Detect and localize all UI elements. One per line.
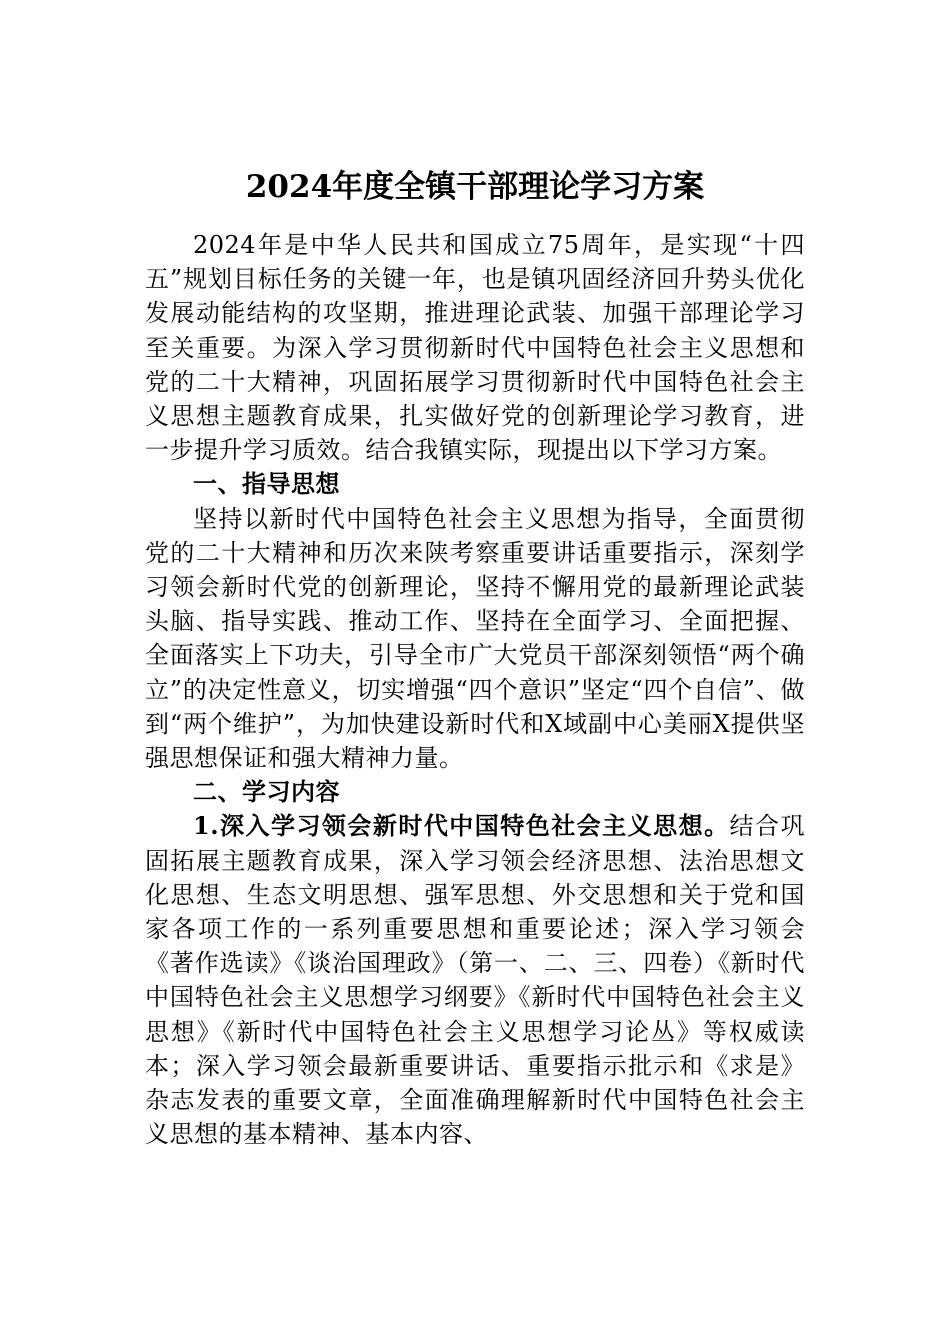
document-title: 2024年度全镇干部理论学习方案 [245, 169, 705, 205]
intro-paragraph: 2024年是中华人民共和国成立75周年，是实现“十四五”规划目标任务的关键一年，也是镇巩固经济回升势头优化发展动能结构的攻坚期，推进理论武装、加强干部理论学习至关重要。为深入学习贯彻新时代中国特色社会主义思想和党的二十大精神，巩固拓展学习贯彻新时代中国特色社会主义思想主题教育成果，扎实做好党的创新理论学习教育，进一步提升学习质效。结合我镇实际，现提出以下学习方案。 [145, 231, 805, 465]
item-1-body: 结合巩固拓展主题教育成果，深入学习领会经济思想、法治思想文化思想、生态文明思想、强军思想、外交思想和关于党和国家各项工作的一系列重要思想和重要论述；深入学习领会《著作选读》《谈治国理政》（第一、二、三、四卷）《新时代中国特色社会主义思想学习纲要》《新时代中国特色社会主义思想》《新时代中国特色社会主义思想学习论丛》等权威读本；深入学习领会最新重要讲话、重要指示批示和《求是》杂志发表的重要文章，全面准确理解新时代中国特色社会主义思想的基本精神、基本内容、 [145, 812, 805, 1149]
section-heading-study-content: 二、学习内容 [193, 777, 340, 807]
study-content-item-1 [145, 809, 805, 1151]
document-body [145, 228, 805, 1151]
guiding-ideology-paragraph: 坚持以新时代中国特色社会主义思想为指导，全面贯彻党的二十大精神和历次来陕考察重要讲话重要指示，深刻学习领会新时代党的创新理论，坚持不懈用党的最新理论武装头脑、指导实践、推动工作、坚持在全面学习、全面把握、全面落实上下功夫，引导全市广大党员干部深刻领悟“两个确立”的决定性意义，切实增强“四个意识”坚定“四个自信”、做到“两个维护”，为加快建设新时代和X域副中心美丽X提供坚强思想保证和强大精神力量。 [145, 504, 805, 773]
section-heading-guiding-ideology: 一、指导思想 [193, 469, 340, 499]
item-1-lead: 1.深入学习领会新时代中国特色社会主义思想。 [193, 811, 730, 841]
